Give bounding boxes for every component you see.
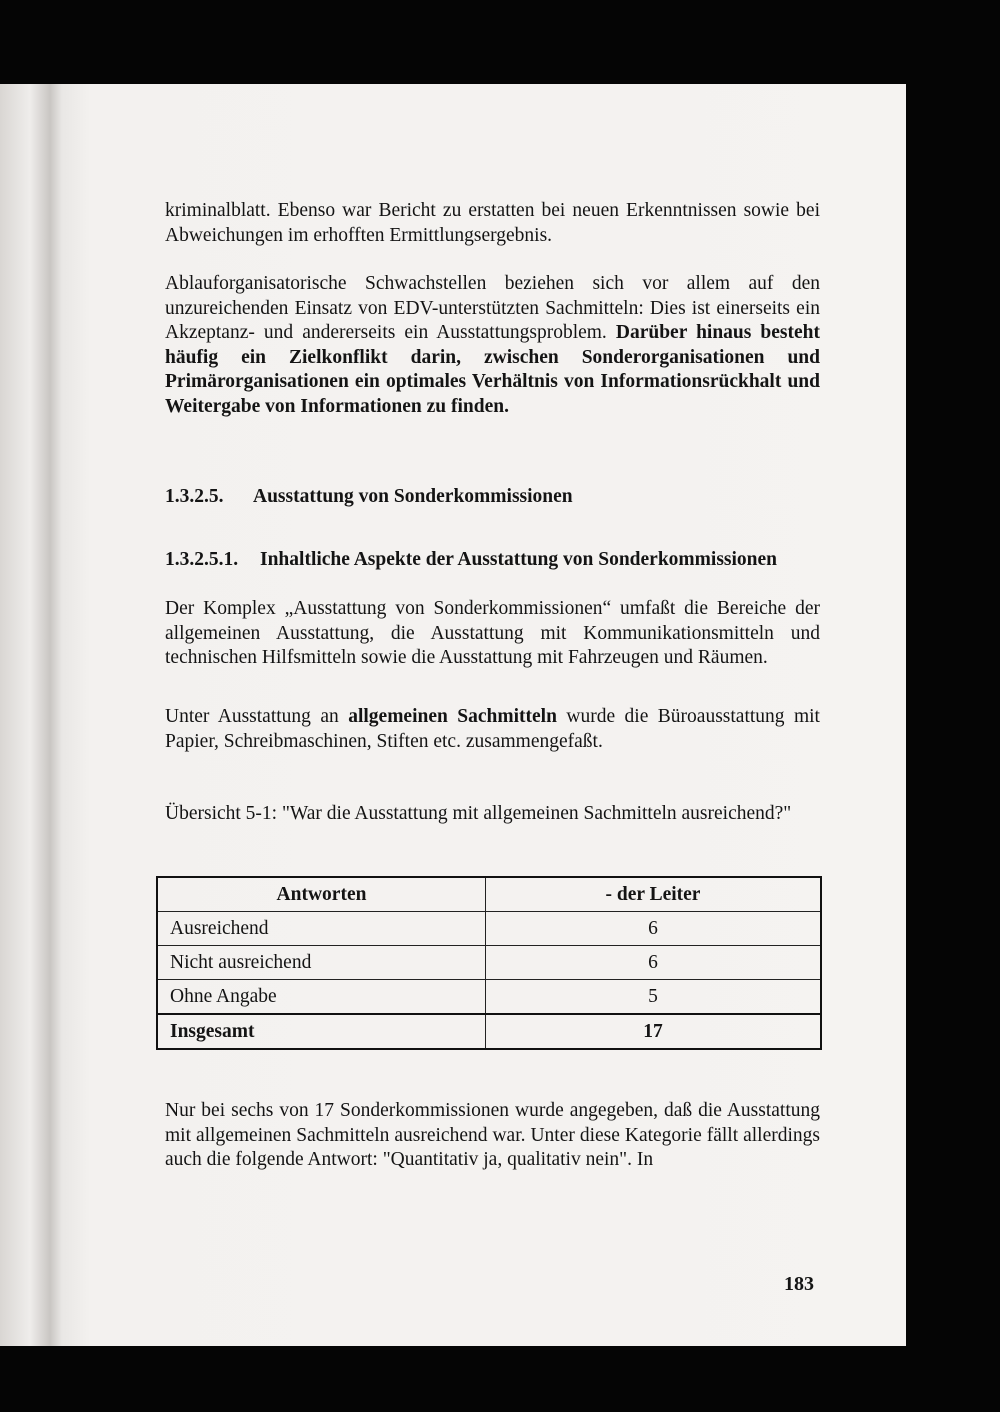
paragraph-bold-text: allgemeinen Sachmitteln <box>348 706 557 727</box>
heading-text: Ausstattung von Sonderkommissionen <box>253 486 573 507</box>
table-total-row <box>157 1014 821 1049</box>
paragraph-text: kriminalblatt. Ebenso war Bericht zu erstatten bei neuen Erkenntnissen sowie bei Abweichungen im erhofften Ermittlungsergebnis. <box>165 200 820 246</box>
paragraph-text: Ablauforganisatorische Schwachstellen beziehen sich vor allem auf den unzureichenden Einsatz von EDV-unterstützten Sachmitteln: Dies ist einerseits ein Akzeptanz- und andererseits ein Ausstattungsproblem. <box>165 273 820 343</box>
row-value: 6 <box>486 912 822 946</box>
total-label: Insgesamt <box>157 1014 486 1049</box>
row-label: Ausreichend <box>157 912 486 946</box>
heading-number: 1.3.2.5. <box>165 486 224 507</box>
heading-number: 1.3.2.5.1. <box>165 549 239 570</box>
paragraph-bold-text: Darüber hinaus besteht häufig ein Zielkonflikt darin, zwischen Sonderorganisationen und Primärorganisationen ein optimales Verhältnis von Informationsrückhalt und Weitergabe von Informationen zu finden. <box>165 322 820 417</box>
row-label: Ohne Angabe <box>157 980 486 1015</box>
page-number: 183 <box>784 1273 814 1295</box>
paragraph-1 <box>165 199 820 248</box>
table-caption <box>165 802 820 827</box>
table-row <box>157 912 821 946</box>
table-header-row <box>157 877 821 912</box>
paragraph-text: Der Komplex „Ausstattung von Sonderkommissionen“ umfaßt die Bereiche der allgemeinen Ausstattung, die Ausstattung mit Kommunikationsmitteln und technischen Hilfsmitteln sowie die Ausstattung mit Fahrzeugen und Räumen. <box>165 598 820 668</box>
row-value: 6 <box>486 946 822 980</box>
row-value: 5 <box>486 980 822 1015</box>
answers-table <box>156 876 822 1050</box>
column-header: Antworten <box>157 877 486 912</box>
table-row <box>157 946 821 980</box>
paragraph-4 <box>165 705 820 754</box>
paragraph-3 <box>165 597 820 671</box>
caption-text: Übersicht 5-1: "War die Ausstattung mit allgemeinen Sachmitteln ausreichend?" <box>165 803 792 824</box>
total-value: 17 <box>486 1014 822 1049</box>
paragraph-text: wurde die Büroausstattung mit Papier, Schreibmaschinen, Stiften etc. zusammengefaßt. <box>165 706 820 752</box>
column-header: - der Leiter <box>486 877 822 912</box>
heading-section <box>165 486 573 508</box>
row-label: Nicht ausreichend <box>157 946 486 980</box>
paragraph-text: Nur bei sechs von 17 Sonderkommissionen wurde angegeben, daß die Ausstattung mit allgemeinen Sachmitteln ausreichend war. Unter diese Kategorie fällt allerdings auch die folgende Antwort: "Quantitativ ja, qualitativ nein". In <box>165 1100 820 1170</box>
heading-text: Inhaltliche Aspekte der Ausstattung von Sonderkommissionen <box>260 549 778 570</box>
paragraph-5 <box>165 1099 820 1173</box>
paragraph-text: Unter Ausstattung an <box>165 706 349 727</box>
table-row <box>157 980 821 1015</box>
heading-subsection <box>165 549 777 571</box>
paragraph-2 <box>165 272 820 419</box>
